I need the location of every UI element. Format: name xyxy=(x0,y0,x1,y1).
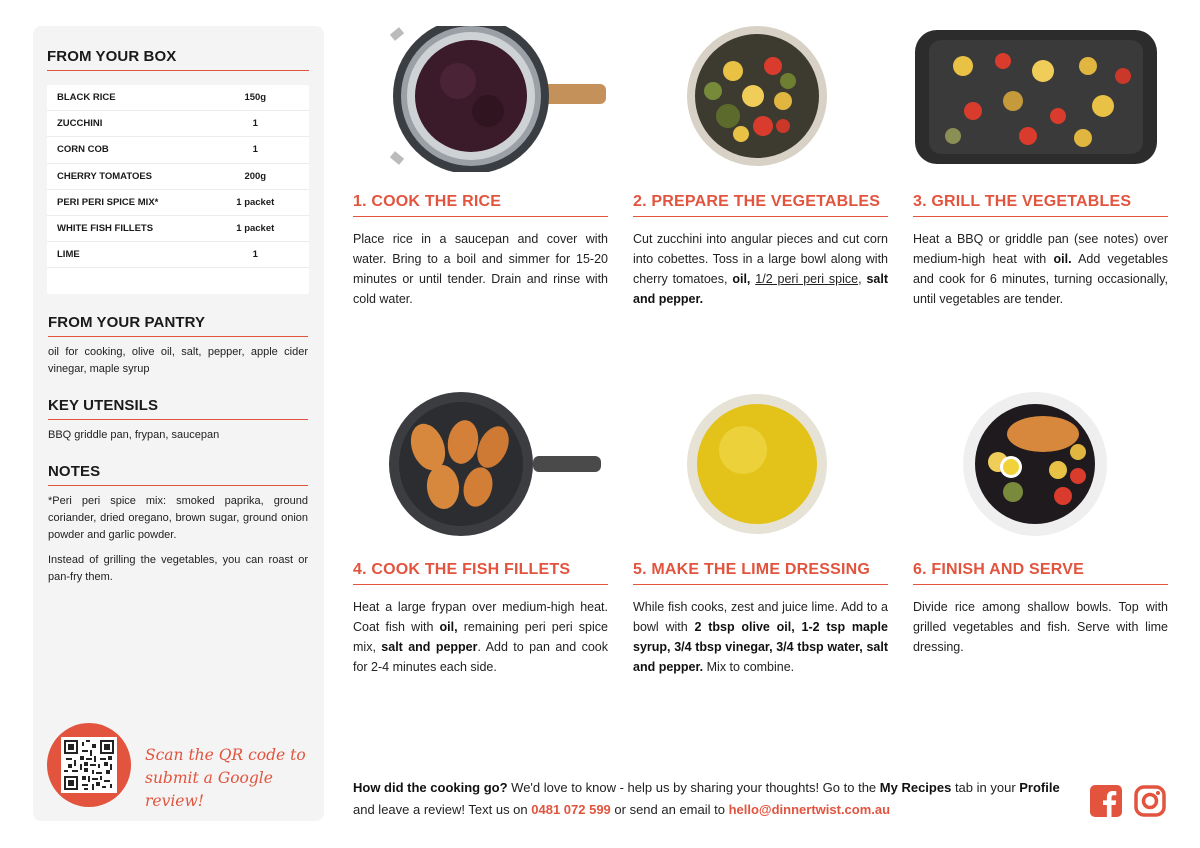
email-link[interactable]: hello@dinnertwist.com.au xyxy=(728,802,891,817)
rice-strainer-photo xyxy=(353,26,609,172)
step-title: 2. PREPARE THE VEGETABLES xyxy=(633,193,881,210)
ingredients-sidebar xyxy=(33,26,324,821)
ingredient-name: PERI PERI SPICE MIX* xyxy=(57,196,159,208)
step-text xyxy=(913,229,1168,309)
notes-title: NOTES xyxy=(48,463,101,480)
step-title: 3. GRILL THE VEGETABLES xyxy=(913,193,1132,210)
table-row xyxy=(47,164,309,190)
footer-text: and leave a review! Text us on xyxy=(353,802,532,817)
table-row xyxy=(47,216,309,242)
notes-divider xyxy=(48,485,308,486)
step-divider xyxy=(353,216,608,217)
step-text-bold: oil. xyxy=(1053,252,1072,266)
pantry-divider xyxy=(48,336,308,337)
table-row xyxy=(47,242,309,268)
step-text-part: Add vegetables and cook for 6 minutes, turning occasionally, until vegetables are tender. xyxy=(913,252,1168,306)
step-divider xyxy=(633,216,888,217)
step-6 xyxy=(913,561,1168,657)
utensils-divider xyxy=(48,419,308,420)
step-text: Divide rice among shallow bowls. Top with grilled vegetables and fish. Serve with lime dressing. xyxy=(913,600,1168,654)
step-text-part: Heat a large frypan over medium-high heat. Coat fish with xyxy=(353,600,608,634)
step-text-part: remaining peri peri spice mix, xyxy=(353,620,608,654)
ingredient-qty: 1 xyxy=(252,118,258,130)
utensils-section xyxy=(48,397,308,444)
step-divider xyxy=(913,584,1168,585)
pantry-text: oil for cooking, olive oil, salt, pepper, apple cider vinegar, maple syrup xyxy=(48,346,308,375)
step-divider xyxy=(353,584,608,585)
step-4 xyxy=(353,561,608,677)
footer-bold: Profile xyxy=(1019,780,1060,795)
step-text-part: Cut zucchini into angular pieces and cut corn into cobettes. Toss in a large bowl along with cherry tomatoes, xyxy=(633,232,888,286)
ingredient-name: WHITE FISH FILLETS xyxy=(57,223,154,235)
box-title: FROM YOUR BOX xyxy=(47,48,177,65)
pantry-section xyxy=(48,314,308,378)
step-title: 6. FINISH AND SERVE xyxy=(913,561,1084,578)
utensils-text: BBQ griddle pan, frypan, saucepan xyxy=(48,429,220,441)
step-text xyxy=(353,597,608,677)
notes-section xyxy=(48,463,308,586)
step-text: Place rice in a saucepan and cover with water. Bring to a boil and simmer for 15-20 minutes or until tender. Drain and rinse with cold water. xyxy=(353,232,608,306)
pantry-title: FROM YOUR PANTRY xyxy=(48,314,206,331)
instagram-icon[interactable] xyxy=(1134,785,1166,817)
lime-dressing-photo xyxy=(633,392,889,538)
ingredient-name: LIME xyxy=(57,249,80,261)
footer-text: or send an email to xyxy=(610,802,729,817)
step-text xyxy=(633,597,888,677)
vegetable-bowl-photo xyxy=(633,26,889,172)
ingredient-qty: 1 packet xyxy=(236,196,275,208)
finished-plate-photo xyxy=(913,392,1169,538)
step-text-part: , xyxy=(858,272,867,286)
step-3 xyxy=(913,193,1168,309)
step-text-bold: oil, xyxy=(732,272,751,286)
step-divider xyxy=(633,584,888,585)
step-2 xyxy=(633,193,888,309)
ingredient-name: ZUCCHINI xyxy=(57,118,103,130)
step-divider xyxy=(913,216,1168,217)
qr-review-note xyxy=(145,744,324,813)
ingredient-qty: 1 packet xyxy=(236,223,275,235)
utensils-title: KEY UTENSILS xyxy=(48,397,159,414)
footer-bold: How did the cooking go? xyxy=(353,780,508,795)
step-text-bold: salt and pepper. xyxy=(633,272,888,306)
step-1 xyxy=(353,193,608,309)
step-title: 4. COOK THE FISH FILLETS xyxy=(353,561,571,578)
facebook-icon[interactable] xyxy=(1090,785,1122,817)
step-text-bold: oil, xyxy=(439,620,458,634)
qr-code-icon[interactable] xyxy=(61,737,117,793)
table-row xyxy=(47,190,309,216)
step-text-part: Mix to combine. xyxy=(703,660,795,674)
footer-text: tab in your xyxy=(951,780,1020,795)
step-text-bold: 2 tbsp olive oil, 1-2 tsp maple syrup, 3/4 tbsp vinegar, 3/4 tbsp water, salt and pepper. xyxy=(633,620,888,674)
table-row xyxy=(47,111,309,137)
step-text-part: Heat a BBQ or griddle pan (see notes) over medium-high heat with xyxy=(913,232,1168,266)
ingredient-name: BLACK RICE xyxy=(57,92,116,104)
griddle-vegetables-photo xyxy=(913,26,1169,172)
ingredient-name: CHERRY TOMATOES xyxy=(57,170,153,182)
notes-paragraph: Instead of grilling the vegetables, you can roast or pan-fry them. xyxy=(48,554,308,583)
qr-badge[interactable] xyxy=(47,723,131,807)
footer-bold: My Recipes xyxy=(879,780,952,795)
ingredient-qty: 150g xyxy=(244,92,267,104)
footer-text: We'd love to know - help us by sharing your thoughts! Go to the xyxy=(507,780,880,795)
step-title: 1. COOK THE RICE xyxy=(353,193,502,210)
step-5 xyxy=(633,561,888,677)
review-footer xyxy=(353,777,1073,821)
table-row xyxy=(47,85,309,111)
ingredient-name: CORN COB xyxy=(57,144,109,156)
notes-paragraph: *Peri peri spice mix: smoked paprika, ground coriander, dried oregano, brown sugar, ground onion powder and garlic powder. xyxy=(48,495,308,541)
notes-text xyxy=(48,493,308,586)
fish-frypan-photo xyxy=(353,392,609,538)
step-text-part: While fish cooks, zest and juice lime. Add to a bowl with xyxy=(633,600,888,634)
ingredient-qty: 200g xyxy=(244,170,267,182)
step-text-bold: salt and pepper xyxy=(381,640,478,654)
qr-note-line: Scan the QR code to xyxy=(145,746,306,764)
step-title: 5. MAKE THE LIME DRESSING xyxy=(633,561,871,578)
ingredient-qty: 1 xyxy=(252,249,258,261)
box-ingredients-table xyxy=(47,85,309,294)
phone-link[interactable]: 0481 072 599 xyxy=(531,802,611,817)
step-text xyxy=(633,229,888,309)
step-text-underline: 1/2 peri peri spice xyxy=(755,272,859,286)
box-divider xyxy=(47,70,309,71)
step-text-part: . Add to pan and cook for 2-4 minutes each side. xyxy=(353,640,608,674)
ingredient-qty: 1 xyxy=(252,144,258,156)
qr-note-line: submit a Google review! xyxy=(145,769,273,810)
table-row xyxy=(47,137,309,163)
